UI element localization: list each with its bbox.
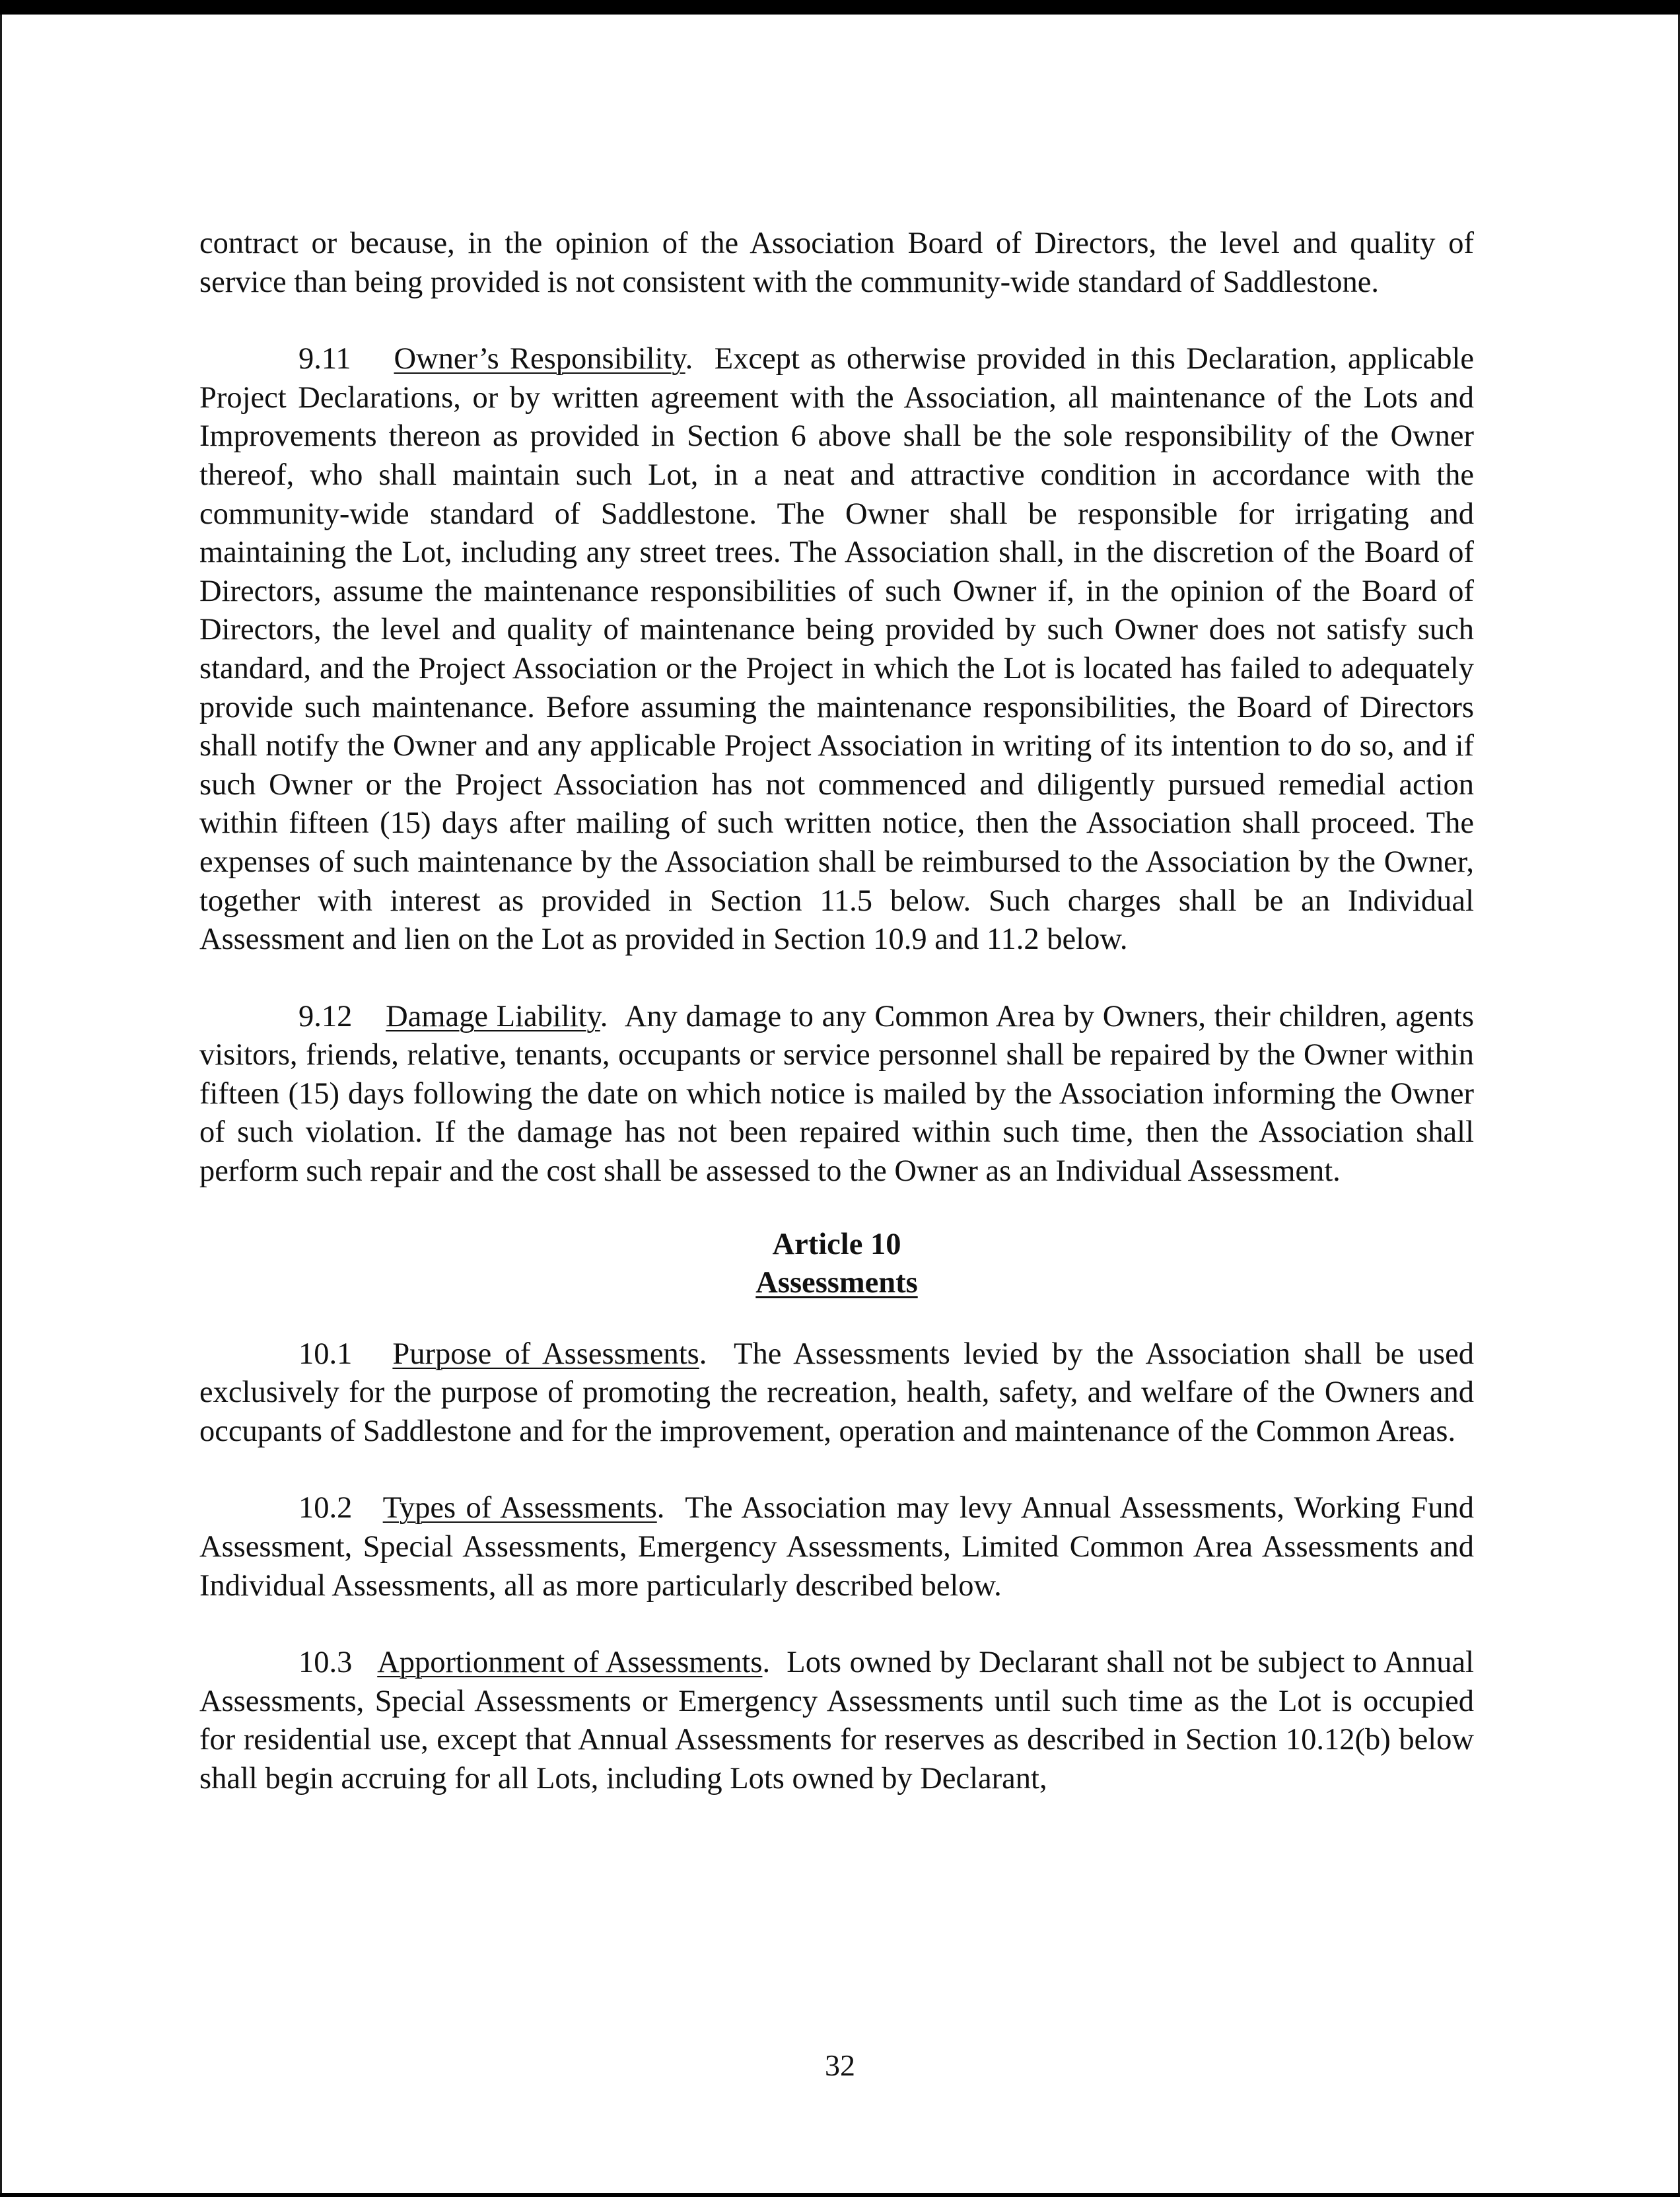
- section-body: Lots owned by Declarant shall not be subject to Annual Assessments, Special Assessments or Emergency Assessments until such time as the Lot is occupied for residential use, except that Annual Assessments for reserves as described in Section 10.12(b) below shall begin accruing for all Lots, including Lots owned by Declarant,: [199, 1646, 1475, 1796]
- section-title: Owner’s Responsibility: [394, 342, 685, 376]
- section-10-2: 10.2 Types of Assessments. The Association may levy Annual Assessments, Working Fund Assessment, Special Assessments, Emergency Assessments, Limited Common Area Assessments and Individual Assessments, all as more particularly described below.: [199, 1491, 1475, 1603]
- section-number: 9.11: [298, 342, 351, 376]
- continuation-paragraph: [199, 225, 1474, 302]
- section-title: Types of Assessments: [382, 1491, 657, 1525]
- section-title: Purpose of Assessments: [392, 1337, 699, 1371]
- section-body: The Association may levy Annual Assessments, Working Fund Assessment, Special Assessments, Emergency Assessments, Limited Common Area Assessments and Individual Assessments, all as more particularly described below.: [199, 1491, 1475, 1603]
- section-number: 10.1: [298, 1337, 353, 1371]
- section-10-1: 10.1 Purpose of Assessments. The Assessments levied by the Association shall be used exclusively for the purpose of promoting the recreation, health, safety, and welfare of the Owners and occupants of Saddlestone and for the improvement, operation and maintenance of the Common Areas.: [199, 1337, 1474, 1448]
- article-title-line: [199, 1264, 1474, 1302]
- article-heading: Article 10: [772, 1227, 901, 1261]
- section-9-12: 9.12 Damage Liability. Any damage to any Common Area by Owners, their children, agents visitors, friends, relative, tenants, occupants or service personnel shall be repaired by the Owner within fifteen (15) days following the date on which notice is mailed by the Association informing the Owner of such violation. If the damage has not been repaired within such time, then the Association shall perform such repair and the cost shall be assessed to the Owner as an Individual Assessment.: [199, 999, 1475, 1189]
- scan-border-top: [0, 0, 1680, 15]
- section-body: Any damage to any Common Area by Owners, their children, agents visitors, friends, relative, tenants, occupants or service personnel shall be repaired by the Owner within fifteen (15) days following the date on which notice is mailed by the Association informing the Owner of such violation. If the damage has not been repaired within such time, then the Association shall perform such repair and the cost shall be assessed to the Owner as an Individual Assessment.: [199, 999, 1475, 1189]
- section-body: The Assessments levied by the Association shall be used exclusively for the purpose of promoting the recreation, health, safety, and welfare of the Owners and occupants of Saddlestone and for the improvement, operation and maintenance of the Common Areas.: [199, 1337, 1474, 1448]
- section-title: Apportionment of Assessments: [377, 1646, 763, 1680]
- section-10-3: 10.3 Apportionment of Assessments. Lots owned by Declarant shall not be subject to Annual Assessments, Special Assessments or Emergency Assessments until such time as the Lot is occupied for residential use, except that Annual Assessments for reserves as described in Section 10.12(b) below shall begin accruing for all Lots, including Lots owned by Declarant,: [199, 1646, 1475, 1796]
- scan-border-left: [0, 15, 2, 2194]
- section-9-11: 9.11 Owner’s Responsibility. Except as otherwise provided in this Declaration, applicable Project Declarations, or by written agreement with the Association, all maintenance of the Lots and Improvements thereon as provided in Section 6 above shall be the sole responsibility of the Owner thereof, who shall maintain such Lot, in a neat and attractive condition in accordance with the community-wide standard of Saddlestone. The Owner shall be responsible for irrigating and maintaining the Lot, including any street trees. The Association shall, in the discretion of the Board of Directors, assume the maintenance responsibilities of such Owner if, in the opinion of the Board of Directors, the level and quality of maintenance being provided by such Owner does not satisfy such standard, and the Project Association or the Project in which the Lot is located has failed to adequately provide such maintenance. Before assuming the maintenance responsibilities, the Board of Directors shall notify the Owner and any applicable Project Association in writing of its intention to do so, and if such Owner or the Project Association has not commenced and diligently pursued remedial action within fifteen (15) days after mailing of such written notice, then the Association shall proceed. The expenses of such maintenance by the Association shall be reimbursed to the Association by the Owner, together with interest as provided in Section 11.5 below. Such charges shall be an Individual Assessment and lien on the Lot as provided in Section 10.9 and 11.2 below.: [199, 342, 1475, 957]
- section-title: Damage Liability: [386, 999, 600, 1033]
- article-heading-block: [199, 1226, 1474, 1302]
- section-number: 9.12: [298, 999, 353, 1033]
- section-number: 10.3: [298, 1646, 353, 1680]
- article-title: Assessments: [755, 1265, 918, 1300]
- section-number: 10.2: [298, 1491, 353, 1525]
- document-page: [199, 225, 1474, 1799]
- scan-border-bottom: [0, 2193, 1680, 2197]
- page-number: 32: [825, 2048, 855, 2082]
- section-body: Except as otherwise provided in this Declaration, applicable Project Declarations, or by written agreement with the Association, all maintenance of the Lots and Improvements thereon as provided in Section 6 above shall be the sole responsibility of the Owner thereof, who shall maintain such Lot, in a neat and attractive condition in accordance with the community-wide standard of Saddlestone. The Owner shall be responsible for irrigating and maintaining the Lot, including any street trees. The Association shall, in the discretion of the Board of Directors, assume the maintenance responsibilities of such Owner if, in the opinion of the Board of Directors, the level and quality of maintenance being provided by such Owner does not satisfy such standard, and the Project Association or the Project in which the Lot is located has failed to adequately provide such maintenance. Before assuming the maintenance responsibilities, the Board of Directors shall notify the Owner and any applicable Project Association in writing of its intention to do so, and if such Owner or the Project Association has not commenced and diligently pursued remedial action within fifteen (15) days after mailing of such written notice, then the Association shall proceed. The expenses of such maintenance by the Association shall be reimbursed to the Association by the Owner, together with interest as provided in Section 11.5 below. Such charges shall be an Individual Assessment and lien on the Lot as provided in Section 10.9 and 11.2 below.: [199, 342, 1475, 957]
- continuation-text: contract or because, in the opinion of the Association Board of Directors, the level and quality of service than being provided is not consistent with the community-wide standard of Saddlestone.: [199, 227, 1474, 299]
